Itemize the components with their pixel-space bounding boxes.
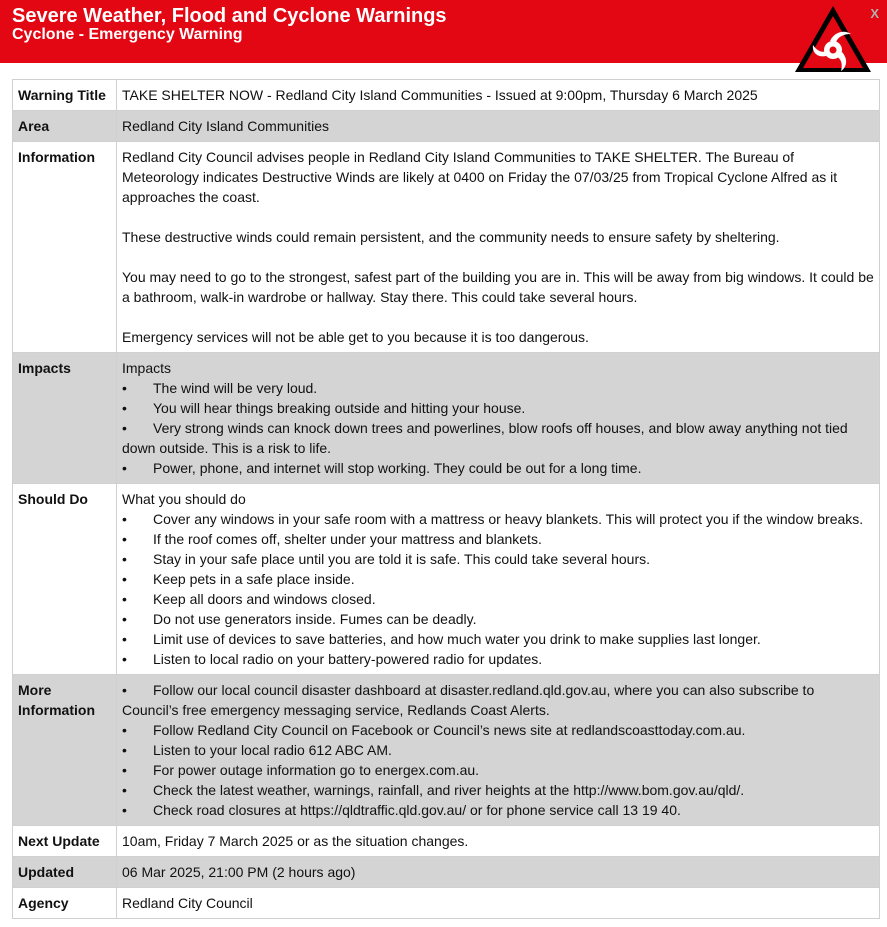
label-information: Information: [13, 142, 117, 353]
value-information: [117, 142, 880, 353]
list-item: • Listen to your local radio 612 ABC AM.: [122, 742, 392, 758]
value-more-information: [117, 675, 880, 826]
label-agency: Agency: [13, 888, 117, 919]
cyclone-warning-icon: [793, 4, 873, 74]
information-paragraph: These destructive winds could remain persistent, and the community needs to ensure safety by sheltering.: [122, 229, 780, 245]
row-impacts: [13, 353, 880, 484]
value-should-do: [117, 484, 880, 675]
row-next-update: [13, 826, 880, 857]
list-item: • Keep pets in a safe place inside.: [122, 571, 355, 587]
list-item: • Do not use generators inside. Fumes can be deadly.: [122, 611, 477, 627]
warning-banner: [0, 0, 887, 63]
row-area: [13, 111, 880, 142]
information-paragraph: You may need to go to the strongest, safest part of the building you are in. This will be away from big windows. It could be a bathroom, walk-in wardrobe or hallway. Stay there. This could take several hours.: [122, 269, 874, 305]
list-item: • For power outage information go to energex.com.au.: [122, 762, 480, 778]
list-item: • Check the latest weather, warnings, rainfall, and river heights at the http://www.bom.gov.au/qld/.: [122, 782, 745, 798]
label-should-do: Should Do: [13, 484, 117, 675]
list-item: • Check road closures at https://qldtraffic.qld.gov.au/ or for phone service call 13 19 40.: [122, 802, 681, 818]
label-updated: Updated: [13, 857, 117, 888]
row-updated: [13, 857, 880, 888]
close-button[interactable]: X: [870, 6, 879, 21]
row-more-information: [13, 675, 880, 826]
list-item: • Cover any windows in your safe room with a mattress or heavy blankets. This will protect you if the window breaks.: [122, 511, 864, 527]
list-item: • If the roof comes off, shelter under your mattress and blankets.: [122, 531, 542, 547]
list-item: • Power, phone, and internet will stop working. They could be out for a long time.: [122, 460, 642, 476]
value-warning-title: TAKE SHELTER NOW - Redland City Island Communities - Issued at 9:00pm, Thursday 6 March 2025: [117, 80, 880, 111]
list-item: • Listen to local radio on your battery-powered radio for updates.: [122, 651, 543, 667]
list-item: • Follow Redland City Council on Facebook or Council’s news site at redlandscoasttoday.com.au.: [122, 722, 746, 738]
banner-title: Severe Weather, Flood and Cyclone Warnings: [12, 5, 447, 27]
value-next-update: 10am, Friday 7 March 2025 or as the situation changes.: [117, 826, 880, 857]
list-item: • Stay in your safe place until you are told it is safe. This could take several hours.: [122, 551, 650, 567]
banner-subtitle: Cyclone - Emergency Warning: [12, 26, 243, 43]
information-paragraph: Redland City Council advises people in Redland City Island Communities to TAKE SHELTER. The Bureau of Meteorology indicates Destructive Winds are likely at 0400 on Friday the 07/03/25 from Tropical Cyclone Alfred as it approaches the coast.: [122, 149, 838, 205]
impacts-heading: Impacts: [122, 360, 172, 376]
information-paragraph: Emergency services will not be able get to you because it is too dangerous.: [122, 329, 589, 345]
list-item: • You will hear things breaking outside and hitting your house.: [122, 400, 526, 416]
label-next-update: Next Update: [13, 826, 117, 857]
row-information: [13, 142, 880, 353]
label-more-information: More Information: [13, 675, 117, 826]
value-agency: Redland City Council: [117, 888, 880, 919]
list-item: • Limit use of devices to save batteries, and how much water you drink to make supplies last longer.: [122, 631, 761, 647]
row-warning-title: [13, 80, 880, 111]
list-item: • Follow our local council disaster dashboard at disaster.redland.qld.gov.au, where you can also subscribe to Council’s free emergency messaging service, Redlands Coast Alerts.: [122, 682, 815, 718]
value-updated: 06 Mar 2025, 21:00 PM (2 hours ago): [117, 857, 880, 888]
list-item: • The wind will be very loud.: [122, 380, 318, 396]
should-do-heading: What you should do: [122, 491, 246, 507]
warning-details-table: [12, 79, 880, 919]
label-area: Area: [13, 111, 117, 142]
row-should-do: [13, 484, 880, 675]
list-item: • Keep all doors and windows closed.: [122, 591, 376, 607]
label-impacts: Impacts: [13, 353, 117, 484]
label-warning-title: Warning Title: [13, 80, 117, 111]
list-item: • Very strong winds can knock down trees and powerlines, blow roofs off houses, and blow away anything not tied down outside. This is a risk to life.: [122, 420, 848, 456]
row-agency: [13, 888, 880, 919]
value-impacts: [117, 353, 880, 484]
value-area: Redland City Island Communities: [117, 111, 880, 142]
